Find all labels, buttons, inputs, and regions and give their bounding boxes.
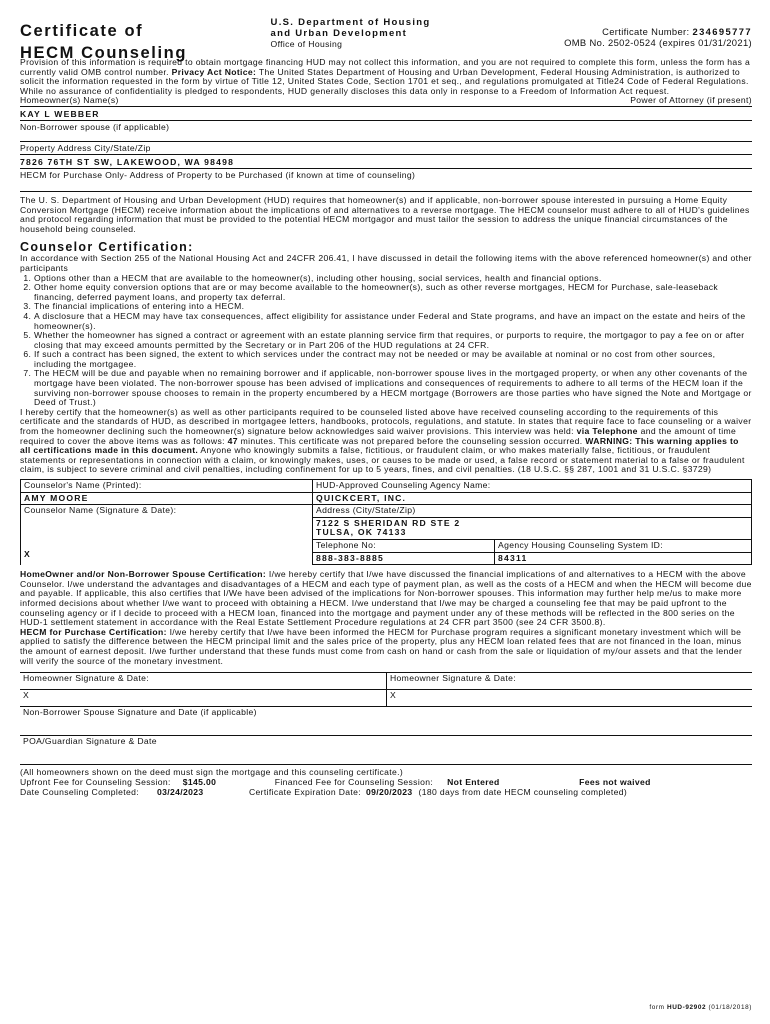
- expiration-label: Certificate Expiration Date:: [248, 787, 361, 798]
- dates-row: [20, 787, 752, 797]
- purchase-cert-text: I/we hereby certify that I/we have been informed the HECM for Purchase program requires a significant monetary investment which will be applied to satisfy the difference between the HECM principal limit and the sales price of the property, plus any HECM loan related fees that are not financed in the loan, minus the amount of earnest deposit. I/we further understand that these funds must come from cash on hand or cash from the sale or liquidation of my/our assets and that the lender will verify the source of the monetary investment.: [20, 626, 743, 666]
- counselor-name-cell: [21, 480, 313, 493]
- counselor-cert-lead: In accordance with Section 255 of the National Housing Act and 24CFR 206.41, I have discussed in detail the following items with the above referenced homeowner(s) and other participants: [20, 253, 752, 273]
- homeowner-sig-2-x[interactable]: X: [390, 690, 397, 701]
- certify-text-a: I hereby certify that the homeowner(s) as well as other participants required to be counseled listed above have received counseling according to the requirements of this certificate and the standards of HUD, as described in mortgagee letters, handbooks, protocols, regulations, and statute. In states that require face to face counseling or a waiver from the homeowner declining such the homeowner(s) signature below acknowledges said waiver provisions. This interview was held:: [20, 406, 752, 437]
- cert-item-4: 4. A disclosure that a HECM may have tax consequences, affect eligibility for assistance under Federal and State programs, and have an impact on the estate and heirs of the homeowner(s).: [34, 312, 752, 331]
- cert-item-3: 3. The financial implications of entering into a HECM.: [34, 302, 752, 312]
- nbs-sig-cell[interactable]: [20, 707, 752, 736]
- address-value-cell: [313, 517, 752, 539]
- purchase-row: [20, 168, 752, 192]
- financed-label: Financed Fee for Counseling Session:: [274, 777, 434, 788]
- cert-number: 234695777: [692, 26, 752, 37]
- system-id-value[interactable]: 84311: [498, 552, 528, 563]
- certify-text-c: minutes. This certificate was not prepared before the counseling session occurred.: [240, 435, 583, 446]
- homeowner-sig-1-label: Homeowner Signature & Date:: [23, 673, 150, 684]
- warning-text: Anyone who knowingly submits a false, fictitious, or fraudulent claim, or who makes materially false, fictitious, or fraudulent statements or representations in connection with a claim, or knowingly makes, uses, or causes to be made or used, a false record or statement material to a false or fraudulent claim, is subject to severe criminal and civil penalties, including confinement for up to 5 years, fines, and civil penalties. (18 U.S.C. §§ 287, 1001 and 31 U.S.C. §3729): [20, 445, 745, 475]
- intro-text-b: The United States Department of Housing and Urban Development, Federal Housing Administration, is authorized to solicit the information requested in the form by virtue of Title 12, United States Code, Section 1701 et seq., and regulations promulgated at Title24 Code of Federal Regulations. While no assurance of confidentiality is pledged to respondents, HUD generally discloses this data only in response to a Freedom of Information Act request.: [20, 66, 749, 96]
- property-label: Property Address City/State/Zip: [20, 142, 151, 153]
- homeowner-row: [20, 96, 752, 106]
- cert-item-6: 6. If such a contract has been signed, the extent to which services under the contract may not be needed or may be available at nominal or no cost from other sources, including the mortgagee.: [34, 350, 752, 369]
- system-id-value-cell: [495, 552, 752, 565]
- agency-label: HUD-Approved Counseling Agency Name:: [316, 480, 491, 490]
- x1-cell: [20, 690, 387, 707]
- counselor-sig-x[interactable]: X: [24, 548, 31, 559]
- homeowner-cert-label: HomeOwner and/or Non-Borrower Spouse Certification:: [20, 569, 267, 580]
- completed-label: Date Counseling Completed:: [20, 787, 139, 798]
- cert-item-1: 1. Options other than a HECM that are available to the homeowner(s), including other housing, social services, health and financial options.: [34, 274, 752, 284]
- header: [20, 17, 752, 62]
- cert-number-label: Certificate Number:: [602, 26, 690, 37]
- signature-table: [20, 672, 752, 765]
- expiration-note: (180 days from date HECM counseling completed): [418, 787, 628, 798]
- homeowner-sig-2-label: Homeowner Signature & Date:: [390, 673, 517, 684]
- property-value[interactable]: 7826 76TH ST SW, LAKEWOOD, WA 98498: [20, 156, 235, 167]
- homeowner-cert-text: I/we hereby certify that I/we have discussed the financial implications of and alternatives to a HECM with the above Counselor. I/we understand the advantages and disadvantages of a HECM and each type of payment plan, as well as the costs of a HECM and when the HECM will become due and payable. If applicable, this also certifies that I/We have been advised of the implications for Non-borrower spouses. This information may further help me/us to make more informed decisions about whether I/we want to proceed with obtaining a HECM. I/we understand that I/we may be charged a counseling fee that may be paid upfront to the counseling agency or if I decide to proceed with a HECM loan, financed into the mortgage and payment under any of these methods will be reflected in the 800 series on the HUD-1 settlement statement in accordance with the Real Estate Settlement Procedure regulations at 24 CFR part 3500 (see 24 CFR 3500.8).: [20, 569, 752, 628]
- certify-text-b: and the amount of time required to cover the above items was as follows:: [20, 426, 737, 446]
- counselor-table: [20, 479, 752, 565]
- financed-value: Not Entered: [447, 777, 500, 788]
- cert-item-7: 7. The HECM will be due and payable when no remaining borrower and if applicable, non-borrower spouse lives in the mortgaged property, or when any other covenants of the mortgage have been violated. The non-borrower spouse has been advised of implications and consequences of requirements to adhere to all terms of the HECM loan if the surviving non-borrower spouse chooses to remain in the property encumbered by a HECM mortgage (Borrowers are those parties who have signed the Note and Mortgage or Deed of Trust.): [34, 369, 752, 407]
- certify-paragraph: [20, 408, 752, 475]
- phone-label-cell: [313, 539, 495, 552]
- title-block: [20, 18, 187, 62]
- cert-item-2: 2. Other home equity conversion options that are or may become available to the homeowner(s), such as other reverse mortgages, HECM for Purchase, sale-leaseback financing, deferred payment loans, and property tax deferral.: [34, 283, 752, 302]
- counselor-name-label: Counselor's Name (Printed):: [24, 480, 142, 490]
- counselor-cert-list: [20, 274, 752, 408]
- certificate-number-block: [564, 26, 752, 58]
- form-footer: [649, 1004, 752, 1011]
- expiration-value: 09/20/2023: [366, 787, 413, 798]
- title-line-1: Certificate of: [20, 22, 144, 40]
- property-value-row: [20, 154, 752, 168]
- homeowner-value-row: [20, 106, 752, 120]
- fees-block: [20, 767, 752, 797]
- nonborrower-label: Non-Borrower spouse (if applicable): [20, 121, 170, 132]
- purchase-label: HECM for Purchase Only- Address of Property to be Purchased (if known at time of counseling): [20, 169, 416, 180]
- counselor-name-value-cell: [21, 492, 313, 505]
- agency-label-cell: [313, 480, 752, 493]
- purchase-cert-label: HECM for Purchase Certification:: [20, 626, 167, 637]
- cert-item-5: 5. Whether the homeowner has signed a contract or agreement with an estate planning service firm that requires, or purports to require, the mortgagor to pay a fee on or after closing that may exceed amounts permitted by the Secretary or in Part 206 of the HUD regulations at 24 CFR.: [34, 331, 752, 350]
- fees-row: [20, 777, 752, 787]
- address-line-1[interactable]: 7122 S SHERIDAN RD STE 2: [316, 517, 461, 528]
- interview-minutes: 47: [227, 435, 238, 446]
- department-block: [271, 18, 481, 58]
- nonborrower-row: [20, 120, 752, 141]
- counselor-name-value[interactable]: AMY MOORE: [24, 492, 89, 503]
- footer-form-date: (01/18/2018): [708, 1004, 752, 1011]
- homeowner-cert-paragraph: [20, 570, 752, 628]
- purchase-cert-paragraph: [20, 628, 752, 666]
- warning-label: WARNING: This warning applies to all certifications made in this document.: [20, 435, 739, 456]
- poa-sig-label: POA/Guardian Signature & Date: [23, 736, 157, 747]
- property-label-row: [20, 141, 752, 154]
- system-id-label-cell: [495, 539, 752, 552]
- omb-number: OMB No. 2502-0524 (expires 01/31/2021): [564, 37, 752, 48]
- fees-note: (All homeowners shown on the deed must sign the mortgage and this counseling certificate.): [20, 767, 404, 778]
- agency-value[interactable]: QUICKCERT, INC.: [316, 492, 407, 503]
- poa-label: Power of Attorney (if present): [630, 95, 752, 106]
- x2-cell: [387, 690, 753, 707]
- intro-text-a: Provision of this information is required to obtain mortgage financing HUD may not collect this information, and you are not required to complete this form, unless the form has a currently valid OMB control number.: [20, 57, 751, 77]
- dept-line-2: and Urban Development: [270, 27, 408, 39]
- hud-paragraph: The U. S. Department of Housing and Urban Development (HUD) requires that homeowner(s) and if applicable, non-borrower spouse interested in pursuing a Home Equity Conversion Mortgage (HECM) receive information about the implications of and alternatives to a reverse mortgage. The HECM counselor must adhere to all of HUD's guidelines and protocol regarding information that must be provided to the potential HECM mortgagor and must tailor the session to address the unique financial circumstances of the household being counseled.: [20, 194, 750, 234]
- homeowner-value[interactable]: KAY L WEBBER: [20, 108, 100, 119]
- title-line-2: HECM Counseling: [20, 44, 187, 62]
- address-label: Address (City/State/Zip): [316, 505, 416, 516]
- dept-line-3: Office of Housing: [270, 39, 343, 49]
- counselor-sig-cell: [21, 505, 313, 565]
- privacy-act-label: Privacy Act Notice:: [171, 66, 257, 77]
- phone-value[interactable]: 888-383-8885: [316, 552, 384, 563]
- homeowner-sig-1-x[interactable]: X: [23, 690, 30, 701]
- footer-form-number: HUD-92902: [667, 1004, 707, 1011]
- interview-method: via Telephone: [576, 426, 638, 437]
- certificate-page: [20, 18, 752, 797]
- dept-line-1: U.S. Department of Housing: [270, 17, 431, 28]
- agency-value-cell: [313, 492, 752, 505]
- system-id-label: Agency Housing Counseling System ID:: [498, 539, 663, 550]
- homeowner-label: Homeowner(s) Name(s): [20, 95, 119, 106]
- footer-form-label: form: [649, 1004, 665, 1011]
- homeowner-sig-2-cell: [387, 673, 753, 690]
- counselor-cert-heading: Counselor Certification:: [20, 240, 194, 255]
- completed-value: 03/24/2023: [156, 787, 204, 798]
- nbs-sig-label: Non-Borrower Spouse Signature and Date (if applicable): [23, 707, 257, 718]
- fees-waived: Fees not waived: [579, 777, 651, 788]
- phone-value-cell: [313, 552, 495, 565]
- intro-paragraph: [20, 58, 752, 96]
- upfront-value: $145.00: [182, 777, 217, 788]
- poa-sig-cell[interactable]: [20, 736, 752, 765]
- counselor-sig-label: Counselor Name (Signature & Date):: [24, 505, 177, 516]
- upfront-label: Upfront Fee for Counseling Session:: [20, 777, 171, 788]
- phone-label: Telephone No:: [316, 539, 376, 550]
- homeowner-sig-1-cell: [20, 673, 387, 690]
- address-line-2[interactable]: TULSA, OK 74133: [316, 527, 407, 538]
- address-label-cell: [313, 505, 752, 518]
